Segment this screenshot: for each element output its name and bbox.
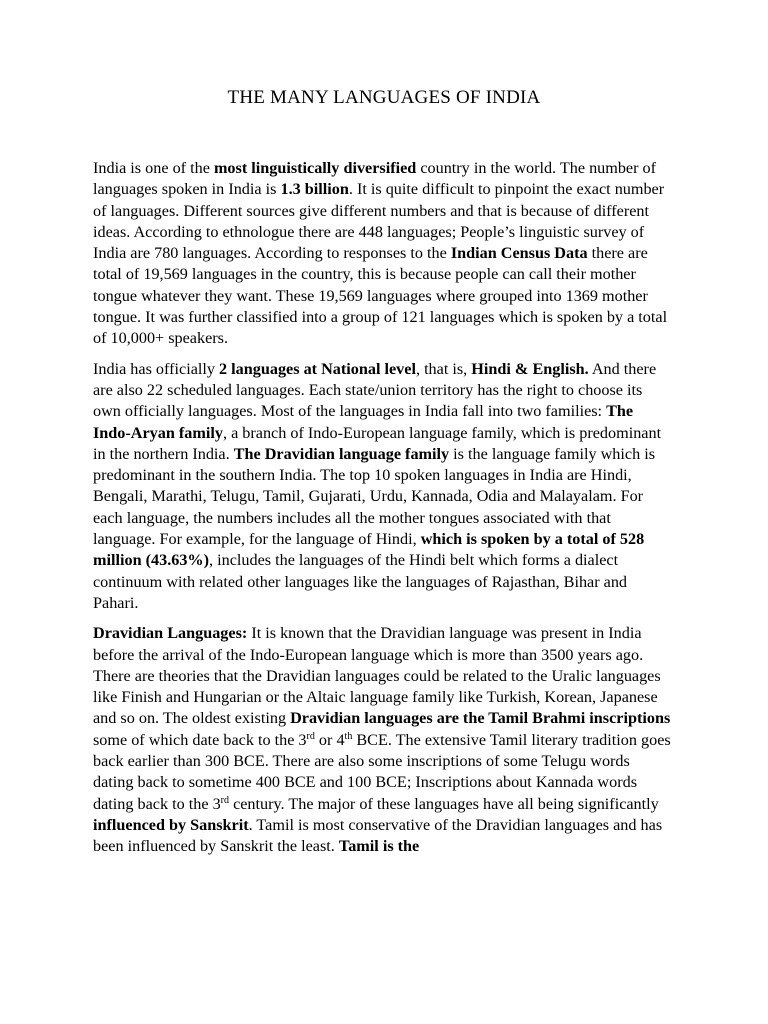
text-run: century. The major of these languages have all being significantly — [229, 794, 659, 813]
superscript-text: rd — [306, 730, 315, 742]
text-run: India has officially — [93, 359, 220, 378]
text-run: India is one of the — [93, 159, 214, 177]
document-title: THE MANY LANGUAGES OF INDIA — [227, 87, 541, 108]
bold-text: 2 languages at National level — [219, 359, 416, 378]
bold-text: Dravidian languages are the Tamil Brahmi inscriptions — [290, 709, 671, 728]
document-body — [93, 158, 673, 867]
paragraph-1 — [93, 158, 673, 350]
bold-text: which is spoken by a total of 528 million (43.63%) — [93, 530, 645, 570]
text-run: country in the world. The number of languages spoken in India is — [93, 159, 657, 199]
text-run: . Tamil is most conservative of the Dravidian languages and has been influenced by Sanskrit the least. — [93, 815, 663, 856]
bold-text: most linguistically diversified — [213, 159, 417, 177]
text-run: is the language family which is predominant in the southern India. The top 10 spoken languages in India are Hindi, Bengali, Marathi, Telugu, Tamil, Gujarati, Urdu, Kannada, Odia and Malayalam. For each language, the numbers includes all the mother tongues associated with that language. For example, for the language of Hindi, — [93, 444, 656, 549]
text-run: there are total of 19,569 languages in the country, this is because people can call their mother tongue whatever they want. These 19,569 languages where grouped into 1369 mother tongue. It was further classified into a group of 121 languages which is spoken by a total of 10,000+ speakers. — [93, 244, 668, 348]
text-run: , includes the languages of the Hindi belt which forms a dialect continuum with related other languages like the languages of Rajasthan, Bihar and Pahari. — [93, 551, 628, 612]
bold-text: The Dravidian language family — [233, 444, 450, 463]
bold-text: Indian Census Data — [450, 244, 588, 263]
paragraph-3 — [93, 623, 673, 857]
text-run: some of which date back to the 3 — [93, 730, 307, 749]
text-run: , that is, — [415, 359, 472, 378]
bold-text: Dravidian Languages: — [93, 624, 248, 643]
text-run: BCE. The extensive Tamil literary tradition goes back earlier than 300 BCE. There are also some inscriptions of some Telugu words dating back to sometime 400 BCE and 100 BCE; Inscriptions about Kannada words dating back to the 3 — [93, 730, 671, 813]
bold-text: The Indo-Aryan family — [93, 402, 634, 442]
bold-text: 1.3 billion — [280, 180, 349, 199]
text-run: And there are also 22 scheduled languages. Each state/union territory has the right to choose its own officially languages. Most of the languages in India fall into two families: — [93, 359, 657, 421]
superscript-text: rd — [220, 794, 230, 806]
bold-text: influenced by Sanskrit — [93, 815, 249, 834]
superscript-text: th — [344, 730, 353, 742]
bold-text: Tamil is the — [338, 837, 420, 856]
bold-text: Hindi & English. — [471, 359, 589, 378]
text-run: . It is quite difficult to pinpoint the exact number of languages. Different sources give different numbers and that is because of different ideas. According to ethnologue there are 448 languages; People’s linguistic survey of India are 780 languages. According to responses to the — [93, 180, 665, 263]
paragraph-2 — [93, 359, 673, 615]
text-run: or 4 — [314, 730, 345, 749]
text-run: It is known that the Dravidian language was present in India before the arrival of the Indo-European language which is more than 3500 years ago. There are theories that the Dravidian languages could be related to the Uralic languages like Finish and Hungarian or the Altaic language family like Turkish, Korean, Japanese and so on. The oldest existing — [93, 624, 661, 728]
text-run: , a branch of Indo-European language family, which is predominant in the northern India. — [93, 423, 662, 463]
